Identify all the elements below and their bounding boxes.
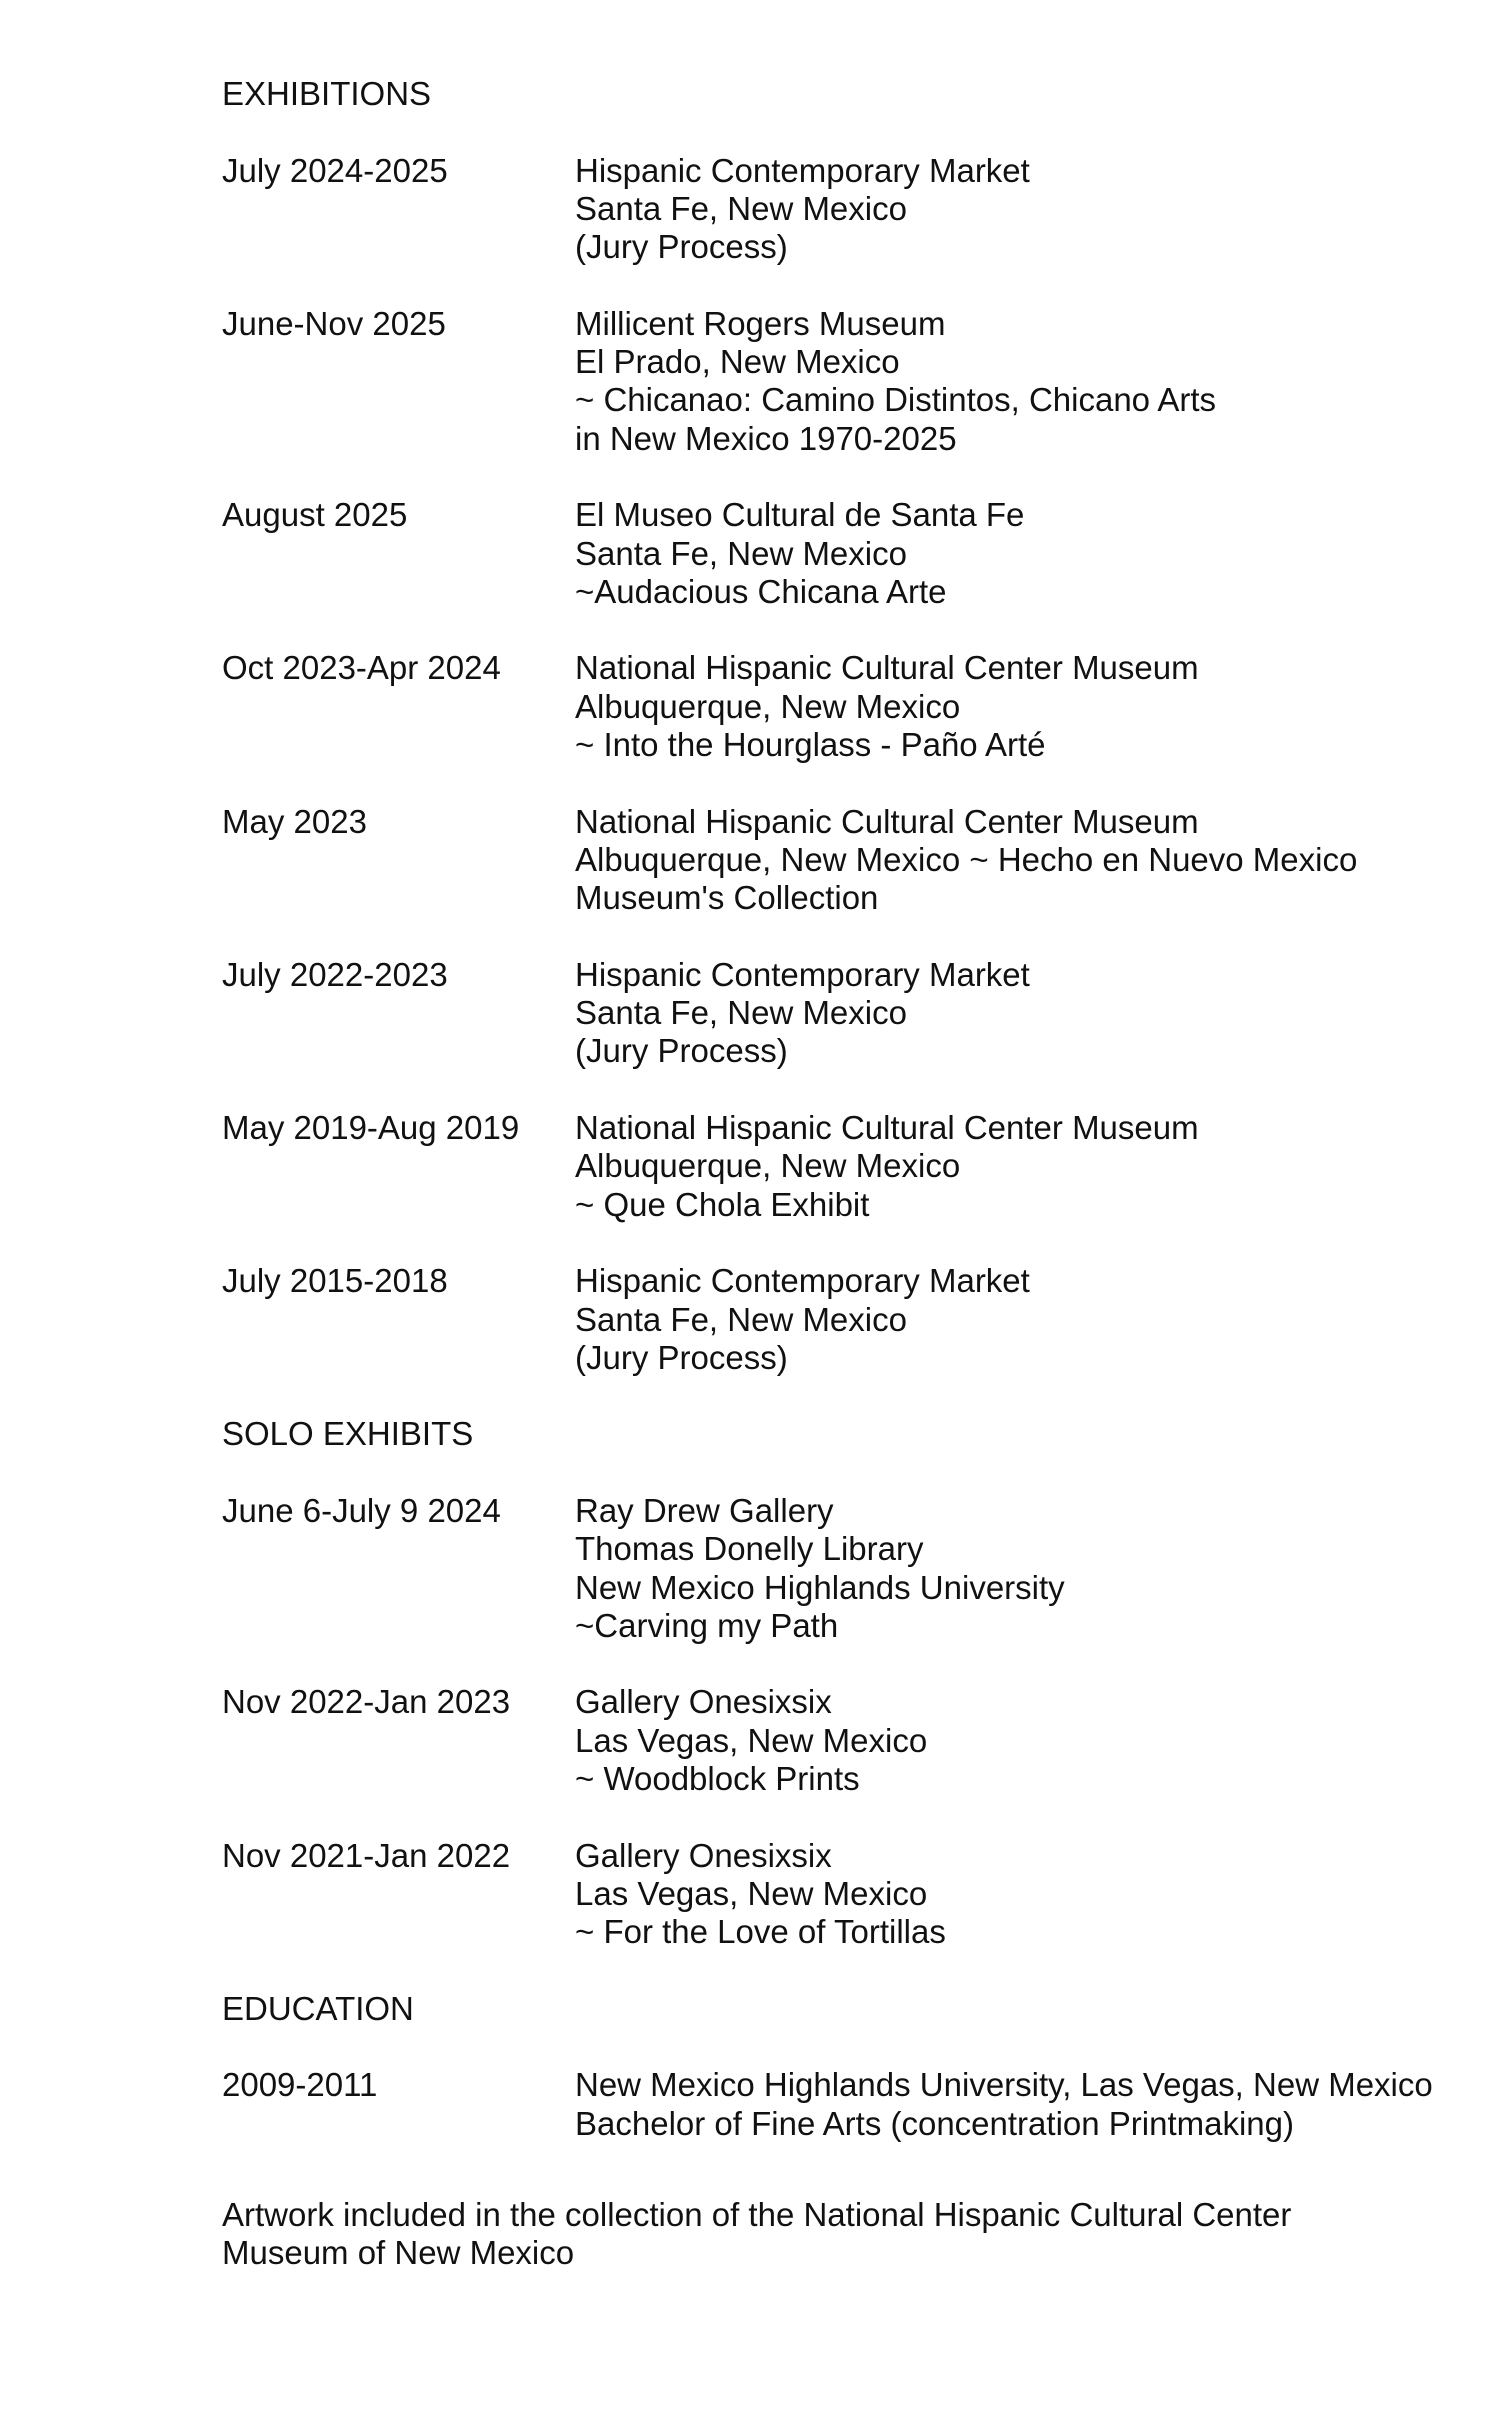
entry-line: Santa Fe, New Mexico	[575, 189, 907, 227]
entry-details	[575, 956, 1472, 1071]
entry-line: Hispanic Contemporary Market	[575, 1262, 1030, 1300]
entry-details	[575, 1492, 1472, 1645]
exhibition-entry	[222, 305, 1472, 458]
entry-line: ~Audacious Chicana Arte	[575, 572, 947, 610]
entry-line: Santa Fe, New Mexico	[575, 994, 907, 1032]
section-heading: EDUCATION	[222, 1989, 414, 2027]
entry-line: National Hispanic Cultural Center Museum	[575, 649, 1199, 687]
entry-details	[575, 803, 1472, 918]
entry-line: National Hispanic Cultural Center Museum	[575, 802, 1199, 840]
note-line: Museum of New Mexico	[222, 2234, 575, 2272]
entry-line: Santa Fe, New Mexico	[575, 1300, 907, 1338]
exhibition-entry	[222, 1109, 1472, 1224]
entry-line: Las Vegas, New Mexico	[575, 1874, 928, 1912]
entry-date: Nov 2022-Jan 2023	[222, 1683, 511, 1721]
entry-details	[575, 1262, 1472, 1377]
note-line: Artwork included in the collection of the National Hispanic Cultural Center	[222, 2196, 1292, 2234]
entry-date: Oct 2023-Apr 2024	[222, 649, 501, 687]
entry-line: Santa Fe, New Mexico	[575, 534, 907, 572]
entry-details	[575, 1683, 1472, 1798]
exhibition-entry	[222, 803, 1472, 918]
entry-line: Thomas Donelly Library	[575, 1530, 924, 1568]
entry-details	[575, 649, 1472, 764]
exhibition-entry	[222, 152, 1472, 267]
exhibition-entry	[222, 496, 1472, 611]
entry-date: July 2022-2023	[222, 955, 448, 993]
entry-details	[575, 1837, 1472, 1952]
entry-line: El Prado, New Mexico	[575, 343, 900, 381]
entry-line: New Mexico Highlands University, Las Vegas, New Mexico	[575, 2066, 1433, 2104]
exhibition-entry	[222, 1262, 1472, 1377]
entry-line: National Hispanic Cultural Center Museum	[575, 1109, 1199, 1147]
exhibition-entry	[222, 649, 1472, 764]
entry-date: August 2025	[222, 496, 408, 534]
entry-line: El Museo Cultural de Santa Fe	[575, 496, 1025, 534]
entry-line: Albuquerque, New Mexico	[575, 1147, 961, 1185]
entry-details	[575, 1109, 1472, 1224]
education-entry	[222, 2066, 1472, 2143]
solo-exhibit-entry	[222, 1492, 1472, 1645]
section-heading: SOLO EXHIBITS	[222, 1415, 474, 1453]
entry-details	[575, 152, 1472, 267]
entry-details	[575, 305, 1472, 458]
solo-exhibit-entry	[222, 1683, 1472, 1798]
section-exhibitions	[222, 75, 1472, 1377]
entry-date: July 2015-2018	[222, 1262, 448, 1300]
entry-line: Hispanic Contemporary Market	[575, 151, 1030, 189]
entry-details	[575, 2066, 1472, 2143]
entry-line: ~ For the Love of Tortillas	[575, 1913, 946, 1951]
entry-line: ~ Into the Hourglass - Paño Arté	[575, 726, 1046, 764]
entry-line: ~ Chicanao: Camino Distintos, Chicano Arts	[575, 381, 1217, 419]
entry-line: in New Mexico 1970-2025	[575, 419, 957, 457]
entry-line: Albuquerque, New Mexico ~ Hecho en Nuevo Mexico	[575, 840, 1358, 878]
entry-line: Gallery Onesixsix	[575, 1836, 832, 1874]
entry-date: June-Nov 2025	[222, 304, 446, 342]
entry-date: May 2023	[222, 802, 367, 840]
entry-line: Ray Drew Gallery	[575, 1491, 834, 1529]
entry-line: Bachelor of Fine Arts (concentration Printmaking)	[575, 2104, 1294, 2142]
solo-exhibit-entry	[222, 1837, 1472, 1952]
entry-line: Las Vegas, New Mexico	[575, 1721, 928, 1759]
entry-line: (Jury Process)	[575, 1338, 788, 1376]
exhibition-entry	[222, 956, 1472, 1071]
entry-line: (Jury Process)	[575, 228, 788, 266]
entry-date: 2009-2011	[222, 2066, 378, 2104]
section-education	[222, 1990, 1472, 2143]
entry-date: May 2019-Aug 2019	[222, 1109, 520, 1147]
entry-line: Millicent Rogers Museum	[575, 304, 946, 342]
entry-date: July 2024-2025	[222, 151, 448, 189]
resume-page	[222, 75, 1472, 2273]
section-heading: EXHIBITIONS	[222, 75, 432, 112]
entry-date: Nov 2021-Jan 2022	[222, 1836, 511, 1874]
entry-line: (Jury Process)	[575, 1032, 788, 1070]
entry-line: ~ Woodblock Prints	[575, 1760, 860, 1798]
entry-details	[575, 496, 1472, 611]
entry-line: Albuquerque, New Mexico	[575, 687, 961, 725]
collection-note	[222, 2196, 1472, 2273]
section-solo-exhibits	[222, 1415, 1472, 1951]
entry-line: New Mexico Highlands University	[575, 1568, 1065, 1606]
entry-line: ~Carving my Path	[575, 1606, 839, 1644]
entry-line: Gallery Onesixsix	[575, 1683, 832, 1721]
entry-date: June 6-July 9 2024	[222, 1491, 501, 1529]
entry-line: ~ Que Chola Exhibit	[575, 1185, 870, 1223]
entry-line: Museum's Collection	[575, 879, 879, 917]
entry-line: Hispanic Contemporary Market	[575, 955, 1030, 993]
